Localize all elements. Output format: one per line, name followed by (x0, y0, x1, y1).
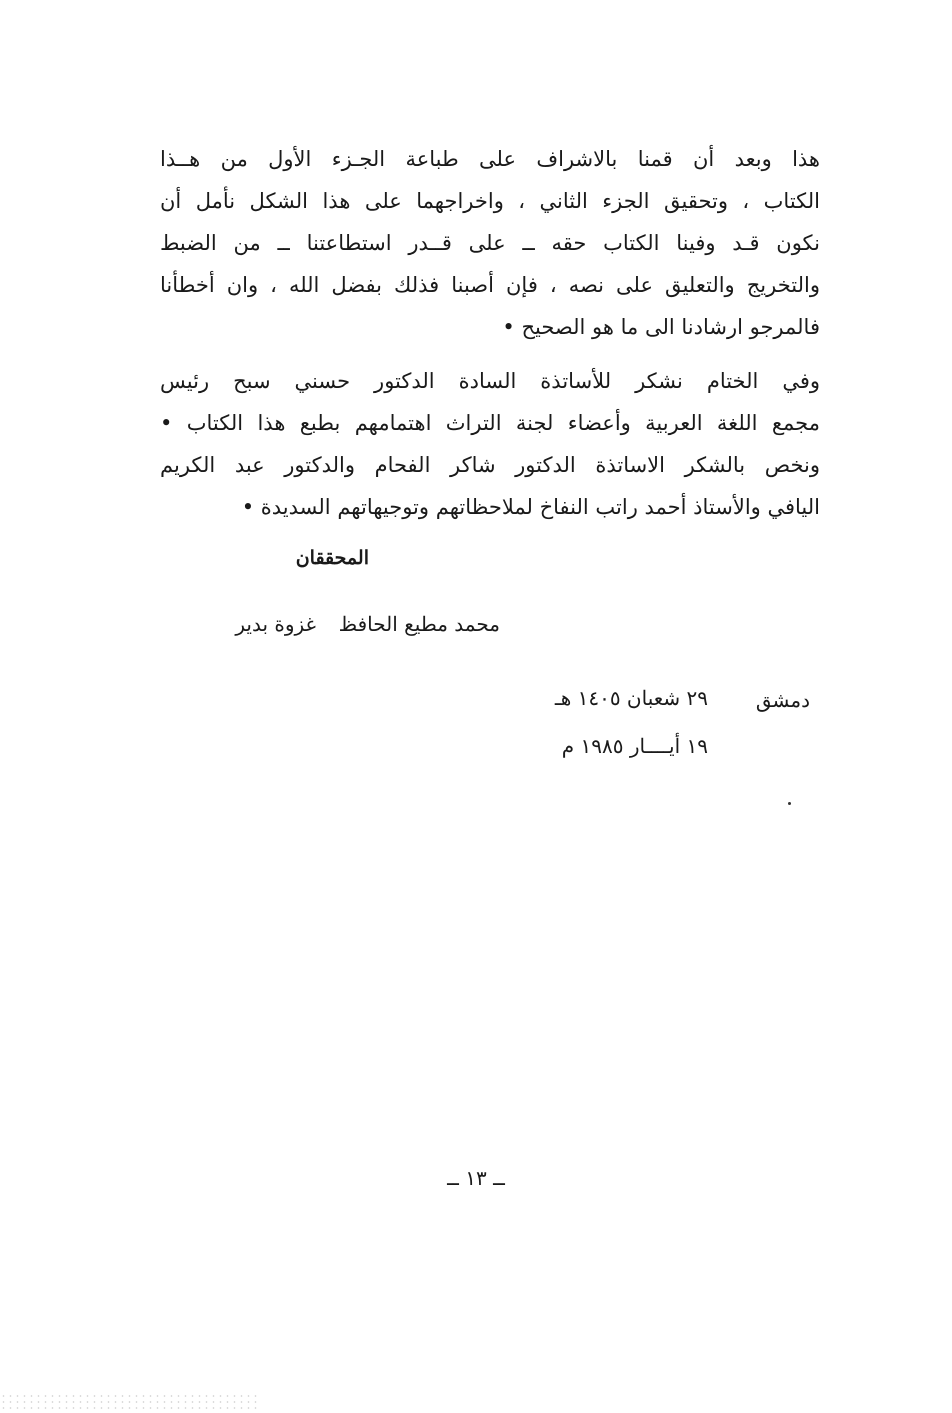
scan-speck (788, 802, 791, 805)
scan-noise (0, 1393, 260, 1413)
paragraph-line: نكون قـد وفينا الكتاب حقه ــ على قــدر استطاعتنا ــ من الضبط (160, 231, 820, 255)
hijri-date: ٢٩ شعبان ١٤٠٥ هـ (554, 686, 708, 710)
gregorian-date: ١٩ أيــــار ١٩٨٥ م (561, 734, 708, 758)
paragraph-line: هذا وبعد أن قمنا بالاشراف على طباعة الجـزء الأول من هــذا (160, 147, 820, 171)
paragraph-line: مجمع اللغة العربية وأعضاء لجنة التراث اهتمامهم بطبع هذا الكتاب • (160, 411, 820, 435)
preface-paragraph-2 (160, 360, 820, 528)
place-name: دمشق (755, 688, 810, 712)
paragraph-line: ونخص بالشكر الاساتذة الدكتور شاكر الفحام والدكتور عبد الكريم (160, 453, 820, 477)
paragraph-line: والتخريج والتعليق على نصه ، فإن أصبنا فذلك بفضل الله ، وان أخطأنا (160, 273, 820, 297)
paragraph-line: وفي الختام نشكر للأساتذة السادة الدكتور حسني سبح رئيس (160, 369, 820, 393)
paragraph-line: فالمرجو ارشادنا الى ما هو الصحيح • (502, 315, 820, 339)
page-number: ــ ١٣ ــ (447, 1166, 505, 1190)
author-name-1: محمد مطيع الحافظ (338, 612, 500, 636)
author-name-2: غزوة بدير (235, 612, 316, 636)
preface-paragraph-1 (160, 138, 820, 348)
signature-heading: المحققان (295, 547, 369, 569)
paragraph-line: الكتاب ، وتحقيق الجزء الثاني ، واخراجهما على هذا الشكل نأمل أن (160, 189, 820, 213)
paragraph-line: اليافي والأستاذ أحمد راتب النفاخ لملاحظاتهم وتوجيهاتهم السديدة • (241, 495, 820, 519)
